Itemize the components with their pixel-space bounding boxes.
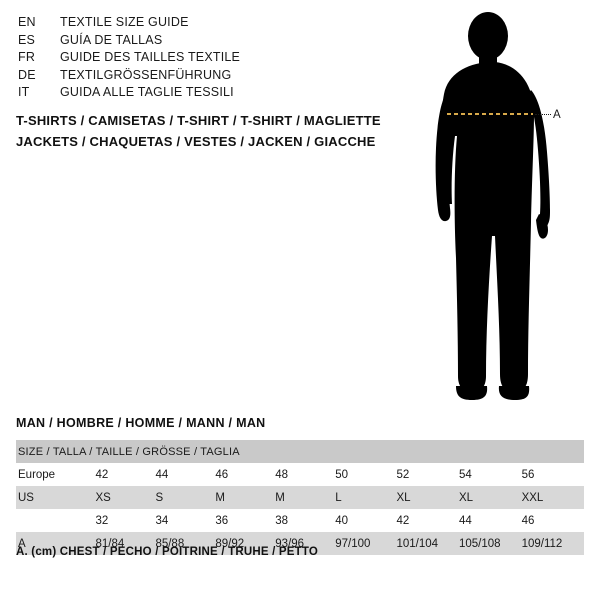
measure-label-a: A: [553, 109, 562, 121]
row-cell: 48: [275, 463, 335, 486]
row-cell: 36: [215, 509, 275, 532]
row-label: US: [16, 486, 96, 509]
language-row: [18, 14, 378, 32]
row-cell: M: [275, 486, 335, 509]
row-cell: 56: [522, 463, 584, 486]
footnote-chest-measurement: A. (cm) CHEST / PECHO / POITRINE / TRUHE / PETTO: [16, 546, 319, 558]
row-cell: 42: [396, 509, 459, 532]
measure-leader-line: [535, 114, 551, 115]
table-header-label: SIZE / TALLA / TAILLE / GRÖSSE / TAGLIA: [16, 440, 584, 463]
row-cell: 89/92: [215, 532, 275, 555]
row-cell: 46: [522, 509, 584, 532]
table-row: [16, 509, 584, 532]
language-guide-block: [18, 14, 378, 102]
row-cell: XL: [459, 486, 522, 509]
language-text: GUIDE DES TAILLES TEXTILE: [60, 50, 241, 64]
row-label: [16, 509, 96, 532]
language-text: GUÍA DE TALLAS: [60, 32, 163, 47]
row-cell: 81/84: [96, 532, 156, 555]
male-silhouette-figure: [400, 8, 600, 408]
row-cell: 42: [96, 463, 156, 486]
row-cell: XL: [396, 486, 459, 509]
language-row: [18, 67, 378, 85]
table-header-row: [16, 440, 584, 463]
category-jackets: JACKETS / CHAQUETAS / VESTES / JACKEN / GIACCHE: [16, 134, 376, 149]
language-row: [18, 84, 378, 102]
row-cell: XXL: [522, 486, 584, 509]
category-tshirts: T-SHIRTS / CAMISETAS / T-SHIRT / T-SHIRT / MAGLIETTE: [16, 113, 381, 128]
silhouette-shape: [436, 12, 550, 400]
row-cell: 54: [459, 463, 522, 486]
row-cell: 32: [96, 509, 156, 532]
row-cell: 93/96: [275, 532, 335, 555]
row-cell: L: [335, 486, 396, 509]
size-table-wrapper: [16, 440, 584, 555]
language-row: [18, 32, 378, 50]
row-cell: 97/100: [335, 532, 396, 555]
language-text: TEXTILGRÖSSENFÜHRUNG: [60, 67, 232, 82]
language-code: DE: [18, 67, 36, 82]
row-label: Europe: [16, 463, 96, 486]
row-cell: 34: [155, 509, 215, 532]
language-code: IT: [18, 85, 30, 99]
row-cell: 105/108: [459, 532, 522, 555]
row-cell: XS: [96, 486, 156, 509]
language-text: GUIDA ALLE TAGLIE TESSILI: [60, 85, 234, 99]
row-cell: 101/104: [396, 532, 459, 555]
row-cell: 109/112: [522, 532, 584, 555]
row-cell: M: [215, 486, 275, 509]
table-row: [16, 463, 584, 486]
gender-heading: MAN / HOMBRE / HOMME / MANN / MAN: [16, 416, 266, 430]
row-cell: 38: [275, 509, 335, 532]
language-text: TEXTILE SIZE GUIDE: [60, 15, 189, 29]
row-cell: 40: [335, 509, 396, 532]
category-block: [16, 110, 416, 152]
row-cell: 85/88: [155, 532, 215, 555]
row-cell: 44: [155, 463, 215, 486]
language-code: FR: [18, 50, 36, 64]
row-cell: 44: [459, 509, 522, 532]
size-table: [16, 440, 584, 555]
row-cell: S: [155, 486, 215, 509]
language-row: [18, 49, 378, 67]
row-cell: 46: [215, 463, 275, 486]
language-code: ES: [18, 32, 36, 47]
table-row: [16, 486, 584, 509]
row-label: A: [16, 532, 96, 555]
row-cell: 50: [335, 463, 396, 486]
row-cell: 52: [396, 463, 459, 486]
language-code: EN: [18, 15, 36, 29]
